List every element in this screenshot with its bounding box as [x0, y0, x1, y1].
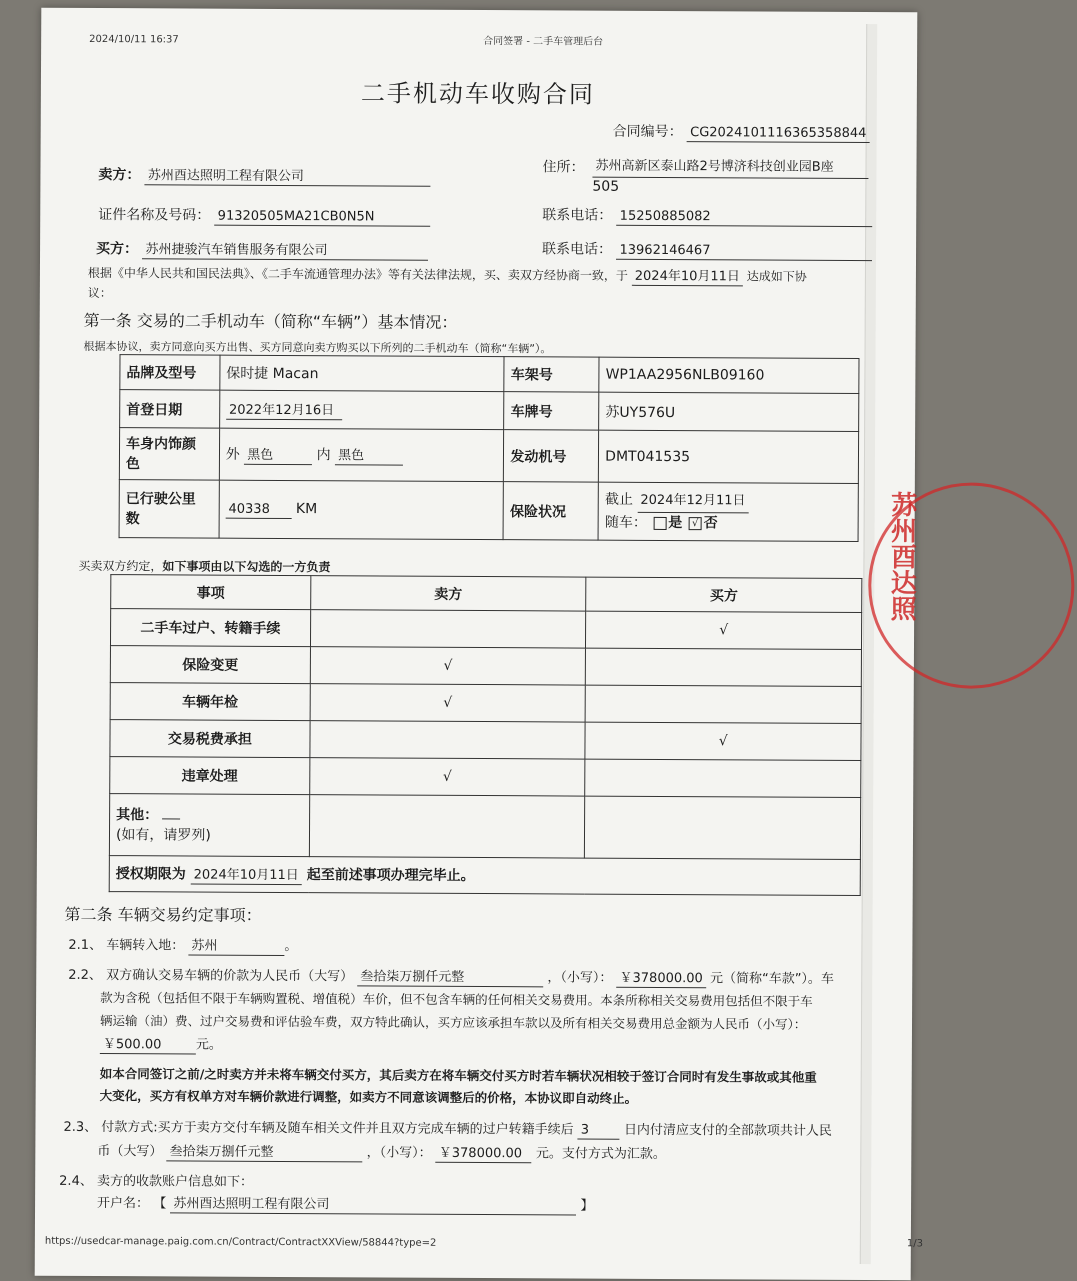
seller-phone-row [542, 204, 873, 227]
mileage-cell [219, 480, 504, 539]
seller-row [98, 164, 431, 187]
article1-intro: 根据本协议，卖方同意向买方出售、买方同意向卖方购买以下所列的二手机动车（简称“车辆”）。 [83, 339, 552, 356]
contract-no-row [613, 121, 870, 143]
clause-2-1 [68, 934, 297, 956]
fee-total: ￥500.00 [100, 1033, 196, 1055]
duty-other-seller [309, 795, 585, 858]
brand-label: 品牌及型号 [120, 355, 220, 391]
clause-2-3-b: 日内付清应支付的全部款项共计人民 [623, 1122, 833, 1139]
duty-other-buyer [585, 796, 861, 859]
seller-address [592, 157, 868, 198]
other-label: 其他： [116, 806, 159, 823]
adjust-clause-line2: 大变化，买方有权单方对车辆价款进行调整，如卖方不同意该调整后的价格，本协议即自动终止。 [99, 1088, 638, 1106]
adjust-clause-line1: 如本合同签订之前/之时卖方并未将车辆交付买方，其后卖方在将车辆交付买方时若车辆状况相较于签订合同时有发生事故或其他重 [99, 1066, 817, 1085]
clause-2-3-c: 币（大写） [97, 1144, 163, 1160]
clause-2-1-label: 车辆转入地： [106, 938, 185, 954]
account-bracket-close: 】 [580, 1198, 594, 1214]
price-lower: ￥378000.00 [616, 967, 705, 988]
vehicle-row-mileage [119, 480, 858, 542]
clause-2-4-label: 卖方的收款账户信息如下： [96, 1174, 254, 1190]
duty-other-cell [109, 794, 309, 857]
color-label [119, 428, 219, 481]
intro-line [88, 262, 807, 287]
duty-row [110, 646, 861, 687]
document-title: 二手机动车收购合同 [360, 79, 595, 109]
insurance-prefix: 截止 [604, 491, 634, 508]
mileage-value: 40338 [225, 501, 291, 518]
plate-value: 苏UY576U [599, 392, 859, 431]
duties-table [109, 574, 863, 896]
duties-intro-a: 买卖双方约定， [78, 558, 163, 574]
vehicle-row-brand [120, 355, 859, 394]
checkbox-yes-label: 是 [668, 515, 683, 532]
print-page-title: 合同签署 - 二手车管理后台 [483, 36, 604, 48]
seller-name: 苏州酉达照明工程有限公司 [145, 164, 431, 186]
duty-item: 二手车过户、转籍手续 [110, 609, 310, 647]
checkbox-no[interactable]: √ [689, 517, 702, 530]
price-upper: 叁拾柒万捌仟元整 [357, 965, 543, 987]
col-buyer: 买方 [586, 577, 862, 612]
clause-2-1-end: 。 [284, 939, 298, 955]
duties-header-row [111, 575, 862, 613]
duty-buyer-check[interactable]: √ [585, 722, 861, 760]
duty-row [110, 757, 861, 798]
clause-2-2-c: 元（简称“车款”）。车 [709, 971, 835, 987]
intro-text: 根据《中华人民共和国民法典》、《二手车流通管理办法》等有关法律法规，买、卖双方经协商一致，于 [87, 265, 628, 283]
article2-title: 第二条 车辆交易约定事项： [64, 904, 262, 925]
duty-seller-check[interactable]: √ [310, 684, 586, 722]
duty-buyer-check[interactable] [585, 759, 861, 797]
vin-value: WP1AA2956NLB09160 [599, 357, 859, 393]
clause-2-2-fee [100, 1033, 222, 1055]
duty-item: 违章处理 [110, 757, 310, 795]
seller-id-value: 91320505MA21CB0N5N [215, 209, 431, 227]
auth-label: 授权期限为 [115, 866, 186, 883]
buyer-row [96, 238, 429, 261]
contract-no-label: 合同编号： [612, 123, 683, 141]
ext-prefix: 外 [225, 446, 240, 463]
mileage-label-line1: 已行驶公里 [125, 490, 196, 508]
clause-2-2-line1 [68, 964, 834, 989]
intro-tail: 达成如下协 [746, 269, 807, 284]
duties-intro-b: 如下事项由以下勾选的一方负责 [162, 559, 331, 575]
fee-unit: 元。 [195, 1037, 222, 1053]
clause-2-2-line3: 辆运输（油）费、过户交易费和评估验车费，双方特此确认，买方应该承担车款以及所有相关交易费用总金额为人民币（小写）： [99, 1013, 807, 1032]
payment-upper: 叁拾柒万捌仟元整 [166, 1140, 362, 1162]
auth-date: 2024年10月11日 [191, 864, 302, 886]
clause-2-3-line2 [97, 1140, 666, 1164]
mileage-unit: KM [295, 500, 318, 517]
account-name: 苏州酉达照明工程有限公司 [170, 1192, 576, 1215]
duty-row [110, 720, 861, 761]
print-url: https://usedcar-manage.paig.com.cn/Contract/ContractXXView/58844?type=2 [44, 1235, 437, 1249]
col-seller: 卖方 [310, 576, 586, 611]
clause-2-3-d: ，（小写）： [366, 1145, 432, 1161]
payment-days: 3 [578, 1123, 620, 1140]
int-color: 黑色 [335, 444, 403, 465]
auth-tail: 起至前述事项办理完毕止。 [306, 867, 475, 884]
duty-row [110, 609, 861, 650]
clause-2-2-num: 2.2、 [68, 967, 102, 984]
mileage-label-line2: 数 [125, 510, 140, 527]
duty-row [110, 683, 861, 724]
color-values [219, 428, 504, 481]
contract-no-value: CG2024101116365358844 [687, 125, 869, 143]
reg-date-value: 2022年12月16日 [226, 399, 342, 421]
vehicle-row-reg [120, 390, 859, 432]
duty-seller-check[interactable] [310, 610, 586, 648]
ext-color: 黑色 [244, 444, 312, 465]
duty-item: 交易税费承担 [110, 720, 310, 758]
duty-other-row [109, 794, 860, 860]
duty-buyer-check[interactable]: √ [586, 611, 862, 649]
buyer-phone-label: 联系电话： [542, 241, 613, 258]
clause-2-1-num: 2.1、 [68, 937, 103, 954]
col-item: 事项 [111, 575, 311, 610]
engine-label: 发动机号 [504, 430, 599, 482]
intro-tail2: 议： [87, 285, 112, 301]
account-bracket-open: 【 [153, 1196, 167, 1212]
seller-phone-value: 15250885082 [617, 209, 873, 227]
checkbox-no-label: 否 [703, 515, 718, 532]
contract-page [35, 8, 923, 1281]
engine-value: DMT041535 [599, 430, 859, 483]
clause-2-2-line2: 款为含税（包括但不限于车辆购置税、增值税）车价，但不包含车辆的任何相关交易费用。本条所称相关交易费用包括但不限于车 [100, 990, 813, 1009]
other-note: (如有，请罗列) [115, 826, 211, 844]
seller-id-label: 证件名称及号码： [98, 207, 211, 224]
plate-label: 车牌号 [504, 392, 599, 430]
clause-2-3-line1 [63, 1116, 832, 1141]
duty-item: 保险变更 [110, 646, 310, 684]
duty-seller-check[interactable] [310, 721, 586, 759]
clause-2-2-a: 双方确认交易车辆的价款为人民币（大写） [106, 968, 354, 985]
duty-seller-check[interactable]: √ [310, 647, 586, 685]
buyer-label: 买方： [96, 241, 139, 258]
checkbox-yes[interactable] [653, 516, 666, 529]
seller-phone-label: 联系电话： [542, 207, 613, 224]
reg-date-label: 首登日期 [120, 390, 220, 429]
clause-2-3-a: 付款方式:买方于卖方交付车辆及随车相关文件并且双方完成车辆的过户转籍手续后 [101, 1120, 574, 1138]
vin-label: 车架号 [504, 357, 599, 392]
color-label-line1: 车身内饰颜 [126, 435, 197, 453]
duty-buyer-check[interactable] [586, 648, 862, 686]
buyer-name: 苏州捷骏汽车销售服务有限公司 [142, 238, 428, 260]
with-car-label: 随车： [604, 514, 647, 531]
insurance-label: 保险状况 [503, 482, 598, 540]
vehicle-row-color [119, 428, 858, 484]
article1-title: 第一条 交易的二手机动车（简称“车辆”）基本情况： [83, 310, 458, 332]
print-datetime: 2024/10/11 16:37 [89, 33, 179, 46]
account-row [97, 1192, 594, 1216]
clause-2-2-b: ，（小写）： [547, 970, 613, 986]
seller-address-label: 住所： [542, 159, 585, 176]
intro-date: 2024年10月11日 [632, 265, 743, 287]
clause-2-3-num: 2.3、 [63, 1119, 98, 1136]
duties-intro [78, 557, 330, 575]
duty-seller-check[interactable]: √ [309, 758, 585, 796]
clause-2-4-num: 2.4、 [59, 1173, 93, 1190]
brand-value: 保时捷 Macan [220, 355, 505, 391]
seller-label: 卖方： [98, 167, 141, 184]
auth-cell [109, 856, 860, 896]
other-value [163, 817, 181, 819]
vehicle-table [119, 354, 860, 542]
seller-address-line1: 苏州高新区泰山路2号博济科技创业园B座 [592, 157, 868, 179]
seller-id-row [98, 204, 431, 227]
clause-2-3-e: 元。支付方式为汇款。 [535, 1146, 666, 1163]
color-label-line2: 色 [125, 455, 140, 472]
company-seal [868, 482, 1075, 689]
account-label: 开户名： [97, 1196, 150, 1212]
buyer-phone-value: 13962146467 [616, 243, 872, 261]
print-page-number: 1/3 [906, 1238, 923, 1250]
clause-2-1-value: 苏州 [188, 934, 284, 956]
buyer-phone-row [542, 238, 873, 261]
mileage-label [119, 480, 219, 539]
seller-address-line2: 505 [592, 178, 620, 195]
duty-buyer-check[interactable] [585, 685, 861, 723]
company-seal-text: 苏州酉达照 [886, 491, 917, 622]
duty-item: 车辆年检 [110, 683, 310, 721]
payment-lower: ￥378000.00 [436, 1142, 532, 1164]
auth-row [109, 856, 860, 896]
insurance-date: 2024年12月11日 [637, 491, 748, 514]
int-prefix: 内 [316, 447, 331, 464]
clause-2-4 [59, 1170, 253, 1190]
insurance-cell [598, 482, 858, 541]
